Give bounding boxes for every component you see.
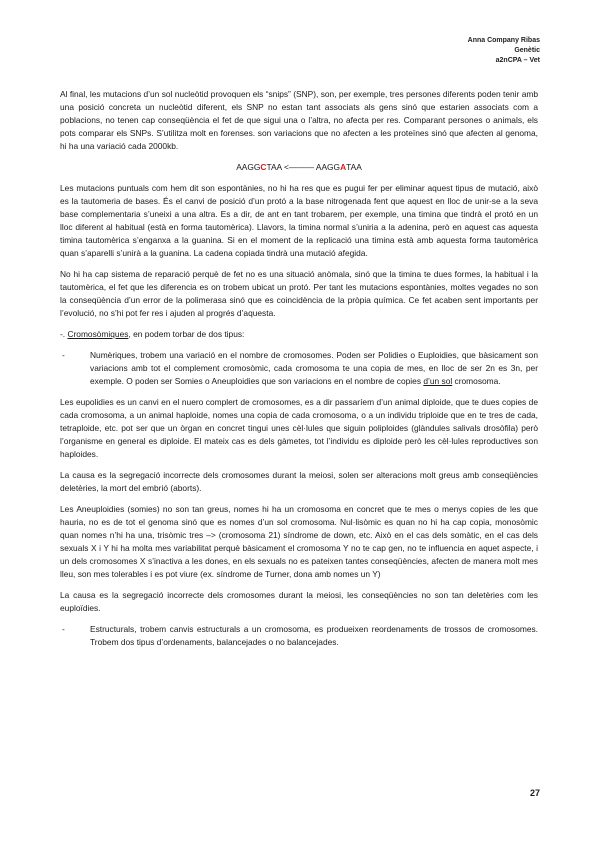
section-cromosomiques (60, 328, 538, 341)
sequence-example (60, 161, 538, 174)
underlined-text: d’un sol (423, 376, 453, 386)
header-subject: Genètic (514, 47, 540, 54)
paragraph-euploidies: Les eupolidies es un canvi en el nuero complert de cromosomes, es a dir passaríem d’un animal diploide, que te dues copies de cada cromosoma, a un animal haploide, nomes una copia de cada cromosoma, o a un individu triploide que en te tres de cada, tetraploide, etc. pot ser que un òrgan en concret tingui unes cèl·lules que siguin poliploides (glàndules salivals drosòfila) però l’organisme en general es diploide. El mateix cas es dels gàmetes, tot l’individu es diploide però les cèl·lules reproductives son haploides. (60, 397, 538, 459)
sequence-part: TAA (346, 162, 362, 172)
sequence-part: TAA <——— AAGG (266, 162, 341, 172)
list-item-estructurals (60, 623, 538, 649)
paragraph-causa-aneuploidies: La causa es la segregació incorrecte dels cromosomes durant la meiosi, les conseqüències no son tan deletèries com les euploïdies. (60, 590, 538, 613)
section-prefix: -. (60, 329, 68, 339)
section-suffix: , en podem torbar de dos tipus: (128, 329, 245, 339)
sequence-part: AAGG (236, 162, 261, 172)
list-item-text: Estructurals, trobem canvis estructurals a un cromosoma, es produeixen reordenaments de trossos de cromosomes. Trobem dos tipus d’ordenaments, balancejades o no balancejades. (90, 624, 538, 647)
sequence-highlight-a: A (340, 162, 347, 172)
sequence-highlight-c: C (260, 162, 267, 172)
paragraph-snps: Al final, les mutacions d’un sol nucleòtid provoquen els “snips” (SNP), son, per exemple, tres persones diferents poden tenir amb una posició concreta un nucleòtid diferent, els SNP no estan tant associats als gens sinó que estarien associats com a poblacions, no tenen cap conseqüència el fet de que sigui una o l’altra, no afecta per res. Comparant persones o animals, els pots comparar els SNPs. S’utilitza molt en forenses. son variacions que no afecten a les proteïnes sinó que afecten al genoma, hi ha una variació cada 2000kb. (60, 89, 538, 151)
page-number: 27 (529, 788, 540, 798)
header-course: a2nCPA – Vet (495, 57, 540, 64)
paragraph-reparacio: No hi ha cap sistema de reparació perquè de fet no es una situació anòmala, sinó que la timina te dues formes, la habitual i la tautomèrica, el fet que les diferencia es on trobem ubicat un protó. Per tant les mutacions espontànies, moltes vegades no son la conseqüència d’un error de la polimerasa sinó que es coincidència de la pròpia química. Ce fet acaben sent importants per l’evolució, no s’hi pot fer res i ajuden al progrés d’aquesta. (60, 269, 538, 318)
paragraph-tautomeria: Les mutacions puntuals com hem dit son espontànies, no hi ha res que es pugui fer per eliminar aquest tipus de mutació, això es la tautomeria de bases. És el canvi de posició d’un protó a la base nitrogenada fent que aquest en lloc de unir-se a la seva base complementaria s’uneixi a una altra. Es a dir, de ant en tant trobarem, per exemple, una timina que tindrà el protó en un lloc diferent al habitual (està en forma tautomèrica). Llavors, la timina normal s’uniria a la adenina, però en aquest cas aquesta timina tautomèrica s’enganxa a la guanina. Si en el moment de la replicació una timina està amb aquesta forma tautomèrica quan s’aparelli s’unirà a la guanina. La cadena copiada tindrà una mutació afegida. (60, 183, 538, 258)
section-label: Cromosòmiques (67, 329, 129, 339)
bullet-mark: - (62, 624, 65, 634)
document-body (60, 88, 538, 657)
bullet-mark: - (62, 350, 65, 360)
list-item-text: Numèriques, trobem una variació en el nombre de cromosomes. Poden ser Polidies o Euploidies, que bàsicament son variacions amb tot el complement cromosòmic, cada cromosoma te una copia de mes, en lloc de ser 2n es 3n, per exemple. O poden ser Somies o Aneuploidies que son variacions en el nombre de copies (90, 350, 538, 386)
paragraph-aneuploidies: Les Aneuploidies (somies) no son tan greus, nomes hi ha un cromosoma en concret que te mes o menys copies de les que hauria, no es de tot el genoma sinó que es nomes d’un sol cromosoma. Nul·lisòmic es quan no hi ha cap copia, monosòmic quan nomes n’hi ha una, trisòmic tres –> (cromosoma 21) síndrome de down, etc. Això en el cas dels somàtic, en el cas dels sexuals X i Y hi ha molta mes variabilitat perquè bàsicament el cromosoma Y no te cap gen, no te influencia en aquet aspecte, i un dels cromosomes X s’inactiva a les dones, en els sexuals no es pateixen tantes conseqüències, afecten de manera molt mes lleu, son mes tolerables i es pot viure (ex. síndrome de Turner, dona amb nomes un Y) (60, 504, 538, 579)
paragraph-causa-euploidies: La causa es la segregació incorrecte dels cromosomes durant la meiosi, solen ser alteracions molt greus amb conseqüències deletèries, la mort del embrió (aborts). (60, 470, 538, 493)
header-author: Anna Company Ribas (467, 37, 540, 44)
list-item-tail: cromosoma. (452, 376, 501, 386)
list-item-numeriques (60, 349, 538, 388)
page-header (468, 36, 540, 66)
